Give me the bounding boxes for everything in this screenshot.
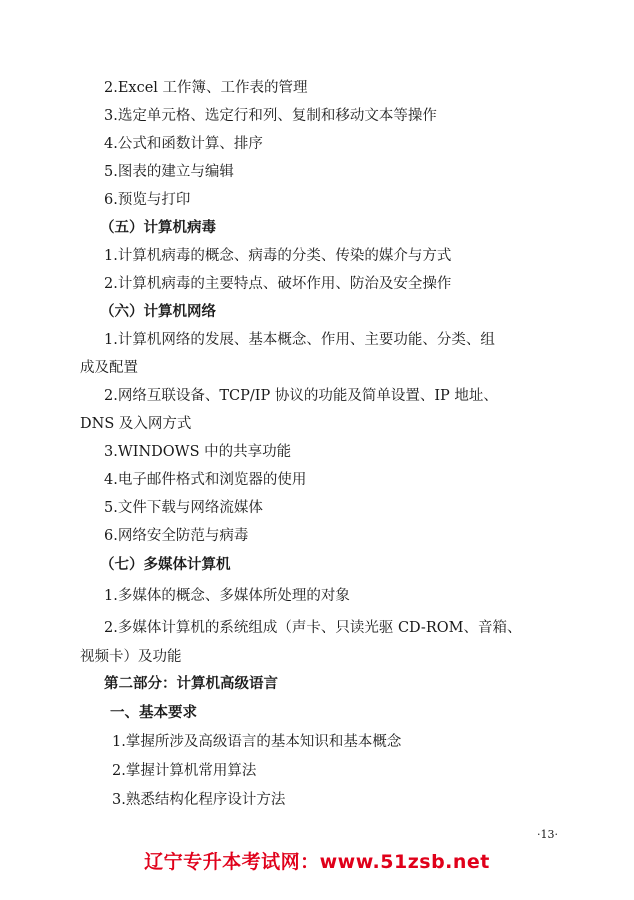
text-line: 5.文件下载与网络流媒体 xyxy=(104,500,263,516)
text-line: 4.公式和函数计算、排序 xyxy=(104,136,263,152)
text-line: 1.计算机病毒的概念、病毒的分类、传染的媒介与方式 xyxy=(104,248,452,264)
text-line: 3.选定单元格、选定行和列、复制和移动文本等操作 xyxy=(104,108,437,124)
text-line: DNS 及入网方式 xyxy=(80,416,192,432)
text-line: 成及配置 xyxy=(80,360,138,376)
text-line: 4.电子邮件格式和浏览器的使用 xyxy=(104,472,307,488)
section-heading: （五）计算机病毒 xyxy=(100,219,216,236)
text-line: 6.预览与打印 xyxy=(104,192,191,208)
page-number: ·13· xyxy=(537,828,558,841)
section-heading: （七）多媒体计算机 xyxy=(100,556,231,573)
text-line: 2.掌握计算机常用算法 xyxy=(112,763,257,779)
text-line: 3.熟悉结构化程序设计方法 xyxy=(112,792,286,808)
text-line: 1.掌握所涉及高级语言的基本知识和基本概念 xyxy=(112,734,402,750)
subsection-heading: 一、基本要求 xyxy=(110,704,197,721)
text-line: 5.图表的建立与编辑 xyxy=(104,164,234,180)
part-heading: 第二部分：计算机高级语言 xyxy=(104,675,278,692)
text-line: 2.多媒体计算机的系统组成（声卡、只读光驱 CD-ROM、音箱、 xyxy=(104,620,522,636)
text-line: 2.Excel 工作簿、工作表的管理 xyxy=(104,80,308,96)
text-line: 2.计算机病毒的主要特点、破坏作用、防治及安全操作 xyxy=(104,276,452,292)
website-banner: 辽宁专升本考试网：www.51zsb.net xyxy=(144,851,490,873)
text-line: 2.网络互联设备、TCP/IP 协议的功能及简单设置、IP 地址、 xyxy=(104,388,498,404)
section-heading: （六）计算机网络 xyxy=(100,303,216,320)
text-line: 1.多媒体的概念、多媒体所处理的对象 xyxy=(104,588,350,604)
text-line: 1.计算机网络的发展、基本概念、作用、主要功能、分类、组 xyxy=(104,332,495,348)
text-line: 视频卡）及功能 xyxy=(80,649,182,665)
text-line: 6.网络安全防范与病毒 xyxy=(104,528,249,544)
text-line: 3.WINDOWS 中的共享功能 xyxy=(104,444,292,460)
